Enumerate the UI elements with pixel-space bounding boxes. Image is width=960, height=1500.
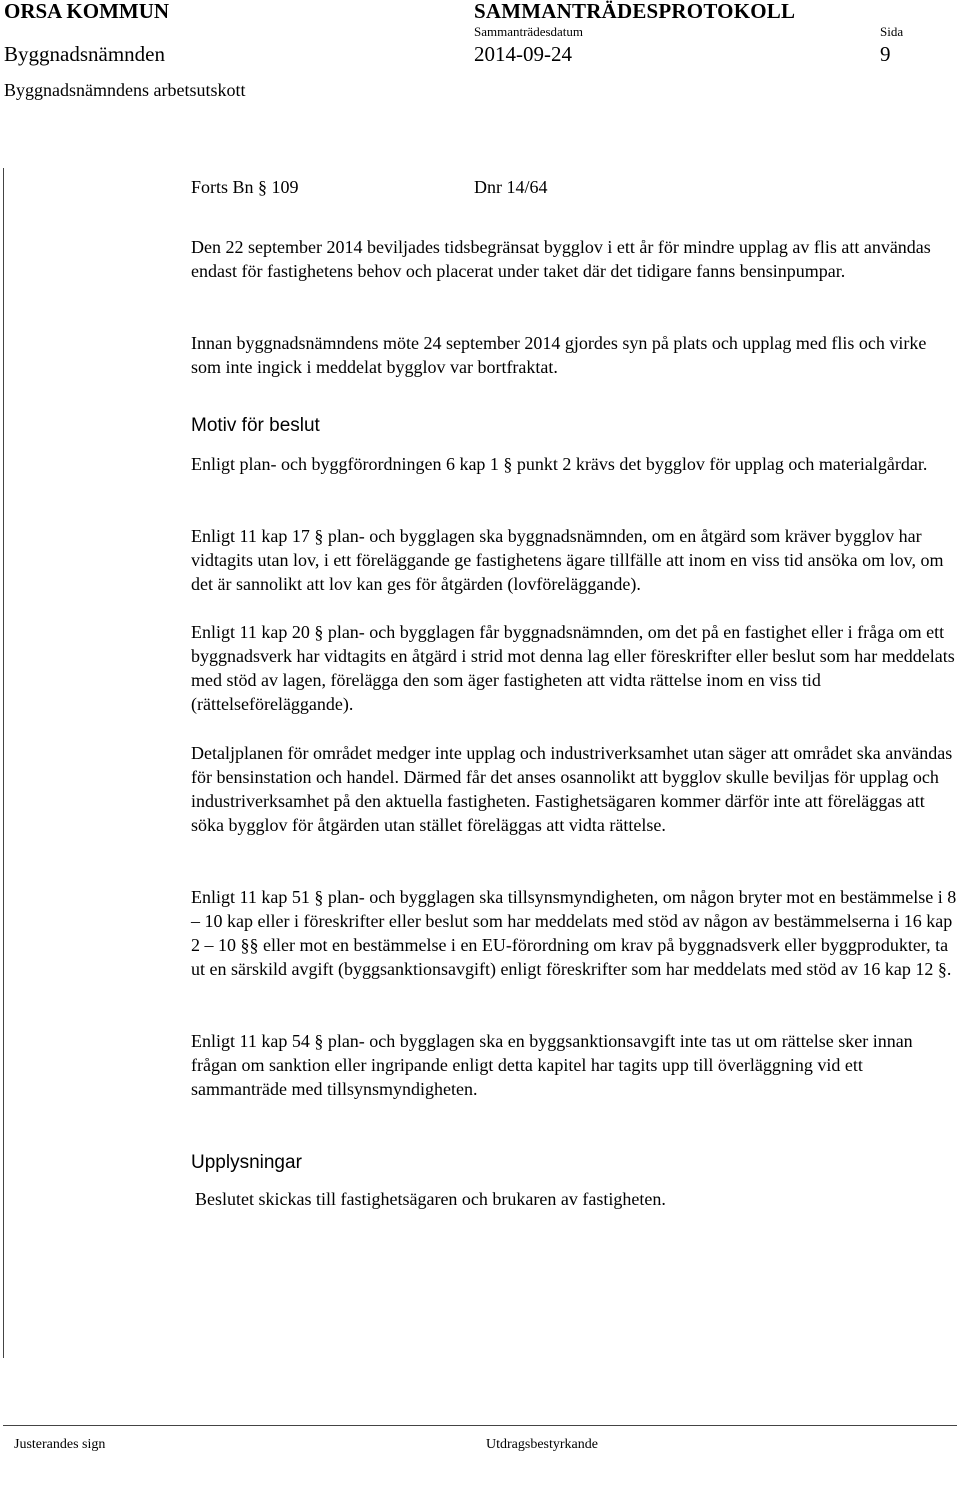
paragraph-pbl-11-20: Enligt 11 kap 20 § plan- och bygglagen får byggnadsnämnden, om det på en fastighet eller i fråga om ett byggnadsverk har vidtagits en åtgärd i strid mot denna lag eller föreskrifter eller beslut som har meddelats med stöd av lagen, förelägga den som äger fastigheten att vidta rättelse inom en viss tid (rättelseföreläggande). <box>191 622 955 714</box>
protocol-title: SAMMANTRÄDESPROTOKOLL <box>474 0 796 23</box>
heading-motiv: Motiv för beslut <box>191 415 320 436</box>
paragraph-pbl-11-51: Enligt 11 kap 51 § plan- och bygglagen ska tillsynsmyndigheten, om någon bryter mot en bestämmelse i 8 – 10 kap eller i föreskrifter eller beslut som har meddelats med stöd av någon av bestämmelserna i 16 kap 2 – 10 §§ eller mot en bestämmelse i en EU-förordning om krav på byggnadsverk eller byggprodukter, ta ut en särskild avgift (byggsanktionsavgift) enligt föreskrifter som har meddelats med stöd av 16 kap 12 §. <box>191 887 957 979</box>
page-number: 9 <box>880 42 891 66</box>
paragraph-detail-plan: Detaljplanen för området medger inte upplag och industriverksamhet utan säger att området ska användas för bensinstation och handel. Därmed får det anses osannolikt att bygglov skulle beviljas för upplag och industriverksamhet på den aktuella fastigheten. Fastighetsägaren kommer därför inte att föreläggas att söka bygglov för åtgärden utan stället föreläggas att vidta rättelse. <box>191 743 953 835</box>
paragraph-pbl-11-54: Enligt 11 kap 54 § plan- och bygglagen ska en byggsanktionsavgift inte tas ut om rättelse sker innan frågan om sanktion eller ingripande enligt detta kapitel har tagits upp till överläggning vid ett sammanträde med tillsynsmyndigheten. <box>191 1031 913 1099</box>
diarie-number: Dnr 14/64 <box>474 177 548 197</box>
meeting-date: 2014-09-24 <box>474 42 572 66</box>
page-label: Sida <box>880 24 904 39</box>
paragraph-distribution: Beslutet skickas till fastighetsägaren och brukaren av fastigheten. <box>195 1189 666 1209</box>
paragraph-reference: Forts Bn § 109 <box>191 177 299 197</box>
organization-name: ORSA KOMMUN <box>4 0 170 23</box>
paragraph-site-inspection: Innan byggnadsnämndens möte 24 september 2014 gjordes syn på plats och upplag med flis och virke som inte ingick i meddelat bygglov var bortfraktat. <box>191 333 927 377</box>
committee-name: Byggnadsnämnden <box>4 42 165 66</box>
margin-rule <box>3 168 4 1358</box>
certification-label: Utdragsbestyrkande <box>486 1437 598 1452</box>
date-label: Sammanträdesdatum <box>474 24 584 39</box>
heading-upplysningar: Upplysningar <box>191 1152 302 1173</box>
paragraph-permit-granted: Den 22 september 2014 beviljades tidsbegränsat bygglov i ett år för mindre upplag av flis att användas endast för fastighetens behov och placerat under taket där det tidigare fanns bensinpumpar. <box>191 237 931 281</box>
paragraph-pbf-requirement: Enligt plan- och byggförordningen 6 kap 1 § punkt 2 krävs det bygglov för upplag och materialgårdar. <box>191 454 928 474</box>
signature-label: Justerandes sign <box>14 1437 106 1452</box>
footer-rule <box>3 1425 957 1426</box>
paragraph-pbl-11-17: Enligt 11 kap 17 § plan- och bygglagen ska byggnadsnämnden, om en åtgärd som kräver bygglov har vidtagits utan lov, i ett föreläggande ge fastighetens ägare tillfälle att inom en viss tid ansöka om lov, om det är sannolikt att lov kan ges för åtgärden (lovföreläggande). <box>191 526 944 594</box>
subcommittee-name: Byggnadsnämndens arbetsutskott <box>4 80 246 100</box>
